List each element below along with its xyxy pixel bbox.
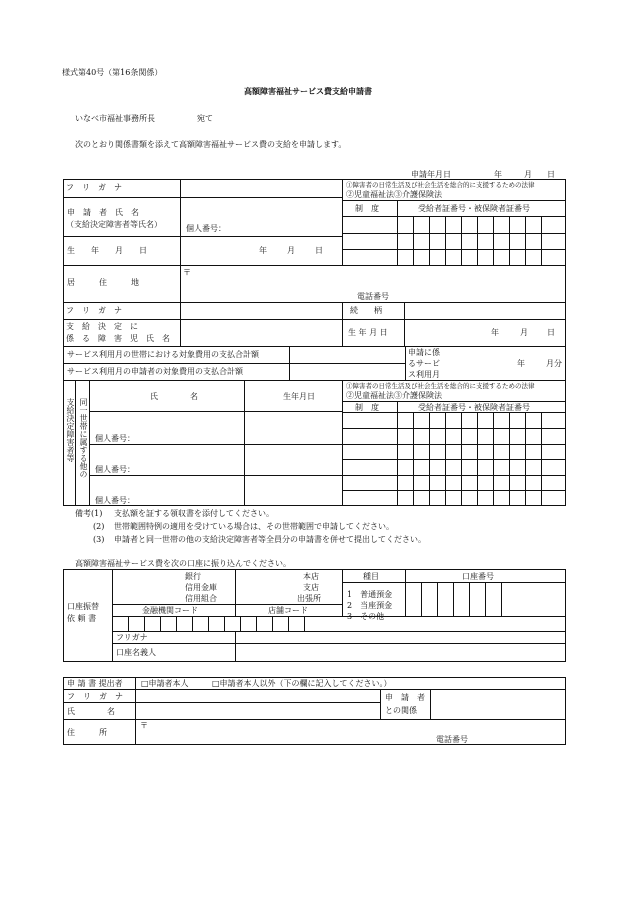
birth-day-label: 日 [315,246,323,255]
addressee-honorific: 宛て [197,114,213,123]
bank-code-label: 金融機関コード [142,606,198,615]
submitter-postal-mark: 〒 [140,721,148,730]
service-month-label-3: ス利用月 [408,370,440,379]
note-2: 世帯範囲特例の適用を受けている場合は、その世帯範囲で申請してください。 [114,522,394,531]
child-name-label-1: 支 給 決 定 に [66,322,138,331]
household-personal-number-3: 個人番号： [95,496,135,505]
bank-ginko: 銀行 [185,572,201,581]
account-option-2: 2 当座預金 [347,601,393,610]
submitter-furigana-label: フ リ ガ ナ [67,692,123,701]
bank-honten: 本店 [303,572,319,581]
holder-furigana-label: フリガナ [116,633,148,642]
account-type-label: 種目 [363,572,379,581]
household-name-header: 氏 名 [150,392,198,401]
insurance-number-label: 受給者証番号・被保険者証番号 [418,204,530,213]
household-vertical-label-a: 支給決定障害者等 [66,398,75,462]
bank-intro: 高額障害福祉サービス費を次の口座に振り込んでください。 [75,559,291,568]
child-name-label-2: 係 る 障 害 児 氏 名 [66,334,170,343]
bank-kumiai: 信用組合 [185,594,217,603]
law-2-label: ②児童福祉法③介護保険法 [346,190,442,199]
applicant-name-sub-label: （支給決定障害者等氏名） [66,220,162,229]
birth-date-label: 生 年 月 日 [67,246,147,255]
account-option-3: 3 その他 [347,612,385,621]
applicant-furigana-label: フ リ ガ ナ [66,183,122,192]
bank-shiten: 支店 [303,583,319,592]
household-personal-number-2: 個人番号： [95,465,135,474]
account-number-label: 口座番号 [462,572,494,581]
household-law-1: ①障害者の日常生活及び社会生活を総合的に支援するための法律 [346,382,535,390]
note-1: 支払額を証する領収書を添付してください。 [114,509,274,518]
branch-code-label: 店舗コード [268,606,308,615]
household-vertical-label-b: 同一世帯に属する他の [79,398,88,478]
bank-kinko: 信用金庫 [185,583,217,592]
birth-year-label: 年 [259,246,267,255]
bank-shuchosho: 出張所 [297,594,321,603]
household-insurance-header: 受給者証番号・被保険者証番号 [418,403,530,412]
date-year-label: 年 [494,170,502,179]
household-personal-number-1: 個人番号： [95,434,135,443]
phone-label: 電話番号 [357,292,389,301]
household-total-label: サービス利用月の世帯における対象費用の支払合計額 [67,350,259,359]
service-month-year: 年 [517,359,525,368]
household-law-2: ②児童福祉法③介護保険法 [346,391,442,400]
household-birth-header: 生年月日 [283,392,315,401]
submitter-phone-label: 電話番号 [436,735,468,744]
postal-mark: 〒 [183,268,191,277]
applicant-name-label: 申 請 者 氏 名 [67,208,139,217]
applicant-total-label: サービス利用月の申請者の対象費用の支払合計額 [67,367,243,376]
child-birth-year: 年 [491,328,499,337]
bank-label-1: 口座振替 [67,602,99,611]
bank-label-2: 依 頼 書 [67,614,97,623]
relation-label: 続 柄 [350,306,382,315]
intro-text: 次のとおり関係書類を添えて高額障害福祉サービス費の支給を申請します。 [75,140,347,149]
addressee: いなべ市福祉事務所長 [75,114,155,123]
child-birth-day: 日 [547,328,555,337]
date-day-label: 日 [547,170,555,179]
address-label: 居 住 地 [67,278,139,287]
household-seido-header: 制 度 [355,403,379,412]
note-2-num: (2) [93,522,105,531]
holder-label: 口座名義人 [116,648,156,657]
page-title: 高額障害福祉サービス費支給申請書 [244,86,372,96]
law-1-label: ①障害者の日常生活及び社会生活を総合的に支援するための法律 [346,181,535,189]
child-birth-label: 生 年 月 日 [348,328,388,337]
submitter-option-self[interactable]: □申請者本人 [141,679,189,688]
account-option-1: 1 普通預金 [347,590,393,599]
child-birth-month: 月 [520,328,528,337]
submitter-name-label: 氏 名 [67,707,115,716]
service-month-month: 月分 [546,359,562,368]
seido-label: 制 度 [355,204,379,213]
child-furigana-label: フ リ ガ ナ [66,306,122,315]
applicant-personal-number-label: 個人番号： [186,224,226,233]
note-3-num: (3) [93,535,105,544]
submitter-relation-2: との関係 [385,706,417,715]
submitter-option-other[interactable]: □申請者本人以外（下の欄に記入してください。） [212,679,392,688]
form-number: 様式第40号（第16条関係） [62,68,163,77]
date-month-label: 月 [524,170,532,179]
service-month-label-2: るサービ [408,359,440,368]
notes-head: 備考(1) [75,509,103,518]
service-month-label-1: 申請に係 [408,348,440,357]
submitter-label: 申 請 書 提出者 [67,679,123,688]
application-date-label: 申請年月日 [411,170,451,179]
submitter-relation-1: 申 請 者 [385,693,425,702]
note-3: 申請者と同一世帯の他の支給決定障害者等全員分の申請書を併せて提出してください。 [114,535,426,544]
submitter-address-label: 住 所 [67,728,107,737]
birth-month-label: 月 [287,246,295,255]
